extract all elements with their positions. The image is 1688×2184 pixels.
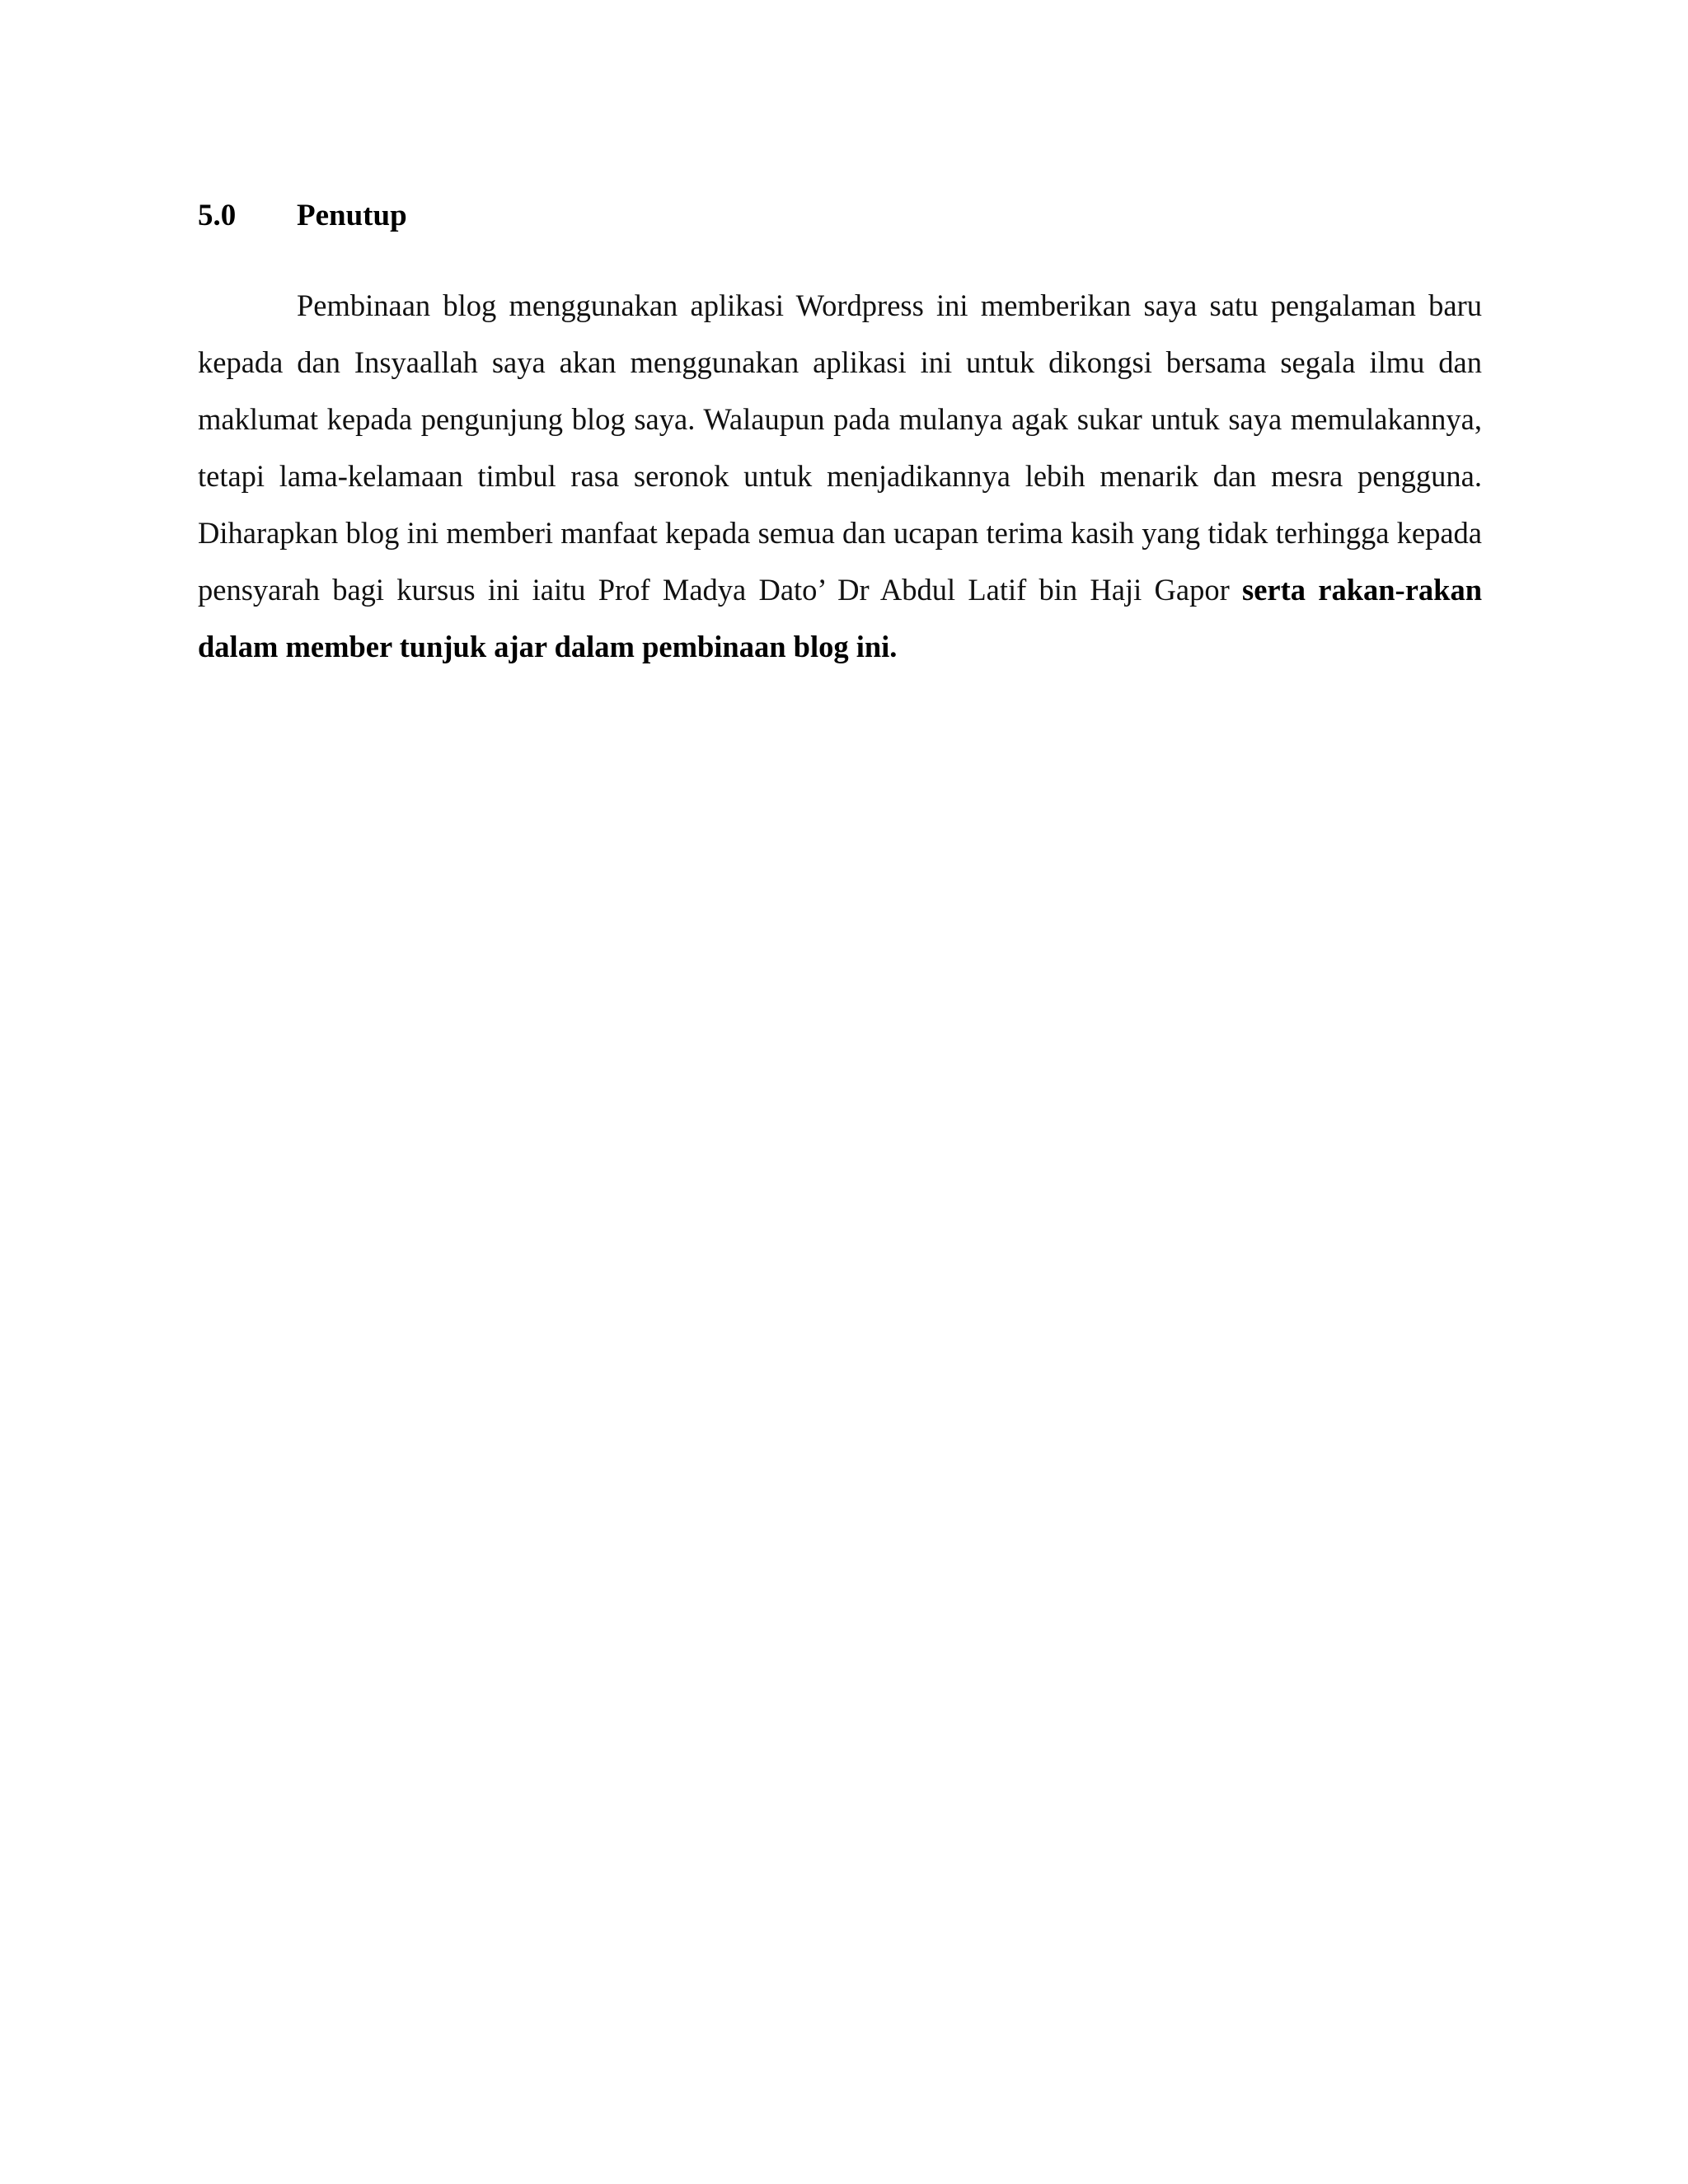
closing-paragraph (198, 277, 1482, 675)
paragraph-bold-text: serta rakan-rakan dalam member tunjuk ajar dalam pembinaan blog ini. (198, 573, 1482, 663)
section-heading (198, 198, 407, 234)
section-title: Penutup (297, 199, 407, 232)
section-number: 5.0 (198, 199, 237, 232)
paragraph-regular-text: Pembinaan blog menggunakan aplikasi Wordpress ini memberikan saya satu pengalaman baru kepada dan Insyaallah saya akan menggunakan aplikasi ini untuk dikongsi bersama segala ilmu dan maklumat kepada pengunjung blog saya. Walaupun pada mulanya agak sukar untuk saya memulakannya, tetapi lama-kelamaan timbul rasa seronok untuk menjadikannya lebih menarik dan mesra pengguna. Diharapkan blog ini memberi manfaat kepada semua dan ucapan terima kasih yang tidak terhingga kepada pensyarah bagi kursus ini iaitu Prof Madya Dato’ Dr Abdul Latif bin Haji Gapor (198, 288, 1482, 607)
